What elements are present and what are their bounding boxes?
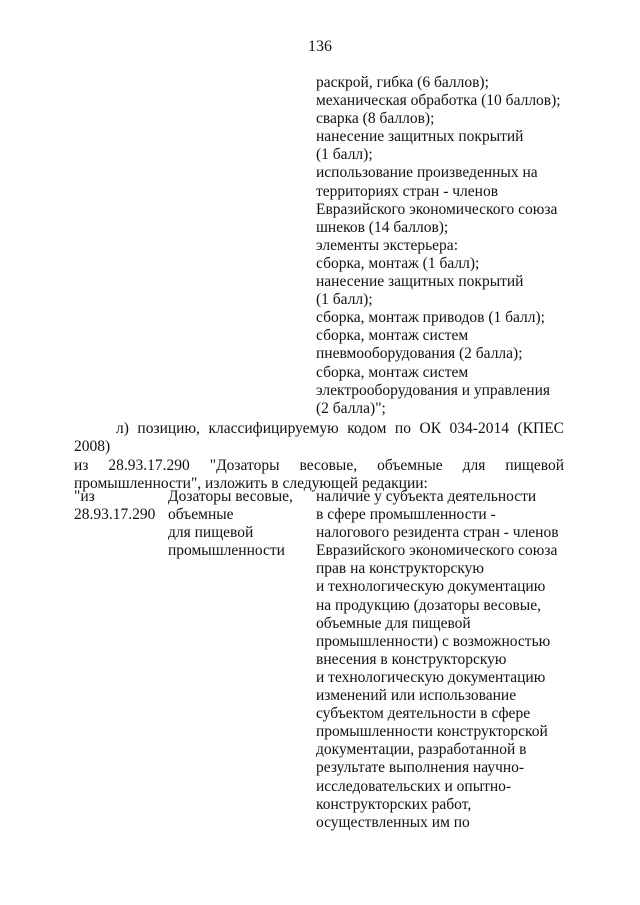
criteria-line: элементы экстерьера: <box>316 236 458 254</box>
criteria-line: сборка, монтаж (1 балл); <box>316 254 480 272</box>
requirement-line: документации, разработанной в <box>316 741 527 759</box>
criteria-line: раскрой, гибка (6 баллов); <box>316 74 489 91</box>
criteria-line: нанесение защитных покрытий <box>316 128 524 146</box>
criteria-line: (2 балла)"; <box>316 399 386 417</box>
criteria-line: сборка, монтаж систем <box>316 327 469 345</box>
criteria-line: (1 балл); <box>316 291 373 309</box>
requirement-line: на продукцию (дозаторы весовые, <box>316 596 541 614</box>
requirement-line: промышленности) с возможностью <box>316 632 551 650</box>
requirement-line: и технологическую документацию <box>316 668 546 686</box>
name-line: Дозаторы весовые, <box>168 488 293 505</box>
criteria-line: сварка (8 баллов); <box>316 110 435 128</box>
name-line: для пищевой <box>168 524 254 542</box>
requirement-line: налогового резидента стран - членов <box>316 524 559 542</box>
paragraph-line: из 28.93.17.290 "Дозаторы весовые, объемные для пищевой <box>74 456 564 474</box>
requirement-line: исследовательских и опытно- <box>316 777 512 795</box>
amendment-paragraph <box>74 420 564 493</box>
paragraph-line: л) позицию, классифицируемую кодом по ОК 034-2014 (КПЕС 2008) <box>74 420 564 456</box>
name-line: промышленности <box>168 542 285 560</box>
name-line: объемные <box>168 506 234 524</box>
requirement-line: изменений или использование <box>316 687 517 705</box>
code-line: "из <box>74 488 95 505</box>
criteria-line: пневмооборудования (2 балла); <box>316 345 523 363</box>
requirement-line: прав на конструкторскую <box>316 560 485 578</box>
criteria-line: сборка, монтаж приводов (1 балл); <box>316 309 545 327</box>
table-code-cell <box>74 488 164 524</box>
criteria-list-continued <box>316 74 616 418</box>
requirement-line: наличие у субъекта деятельности <box>316 488 537 505</box>
requirement-line: в сфере промышленности - <box>316 506 496 524</box>
requirement-line: и технологическую документацию <box>316 578 546 596</box>
criteria-line: (1 балл); <box>316 146 373 164</box>
requirement-line: объемные для пищевой <box>316 614 471 632</box>
requirement-line: осуществленных им по <box>316 813 470 831</box>
criteria-line: Евразийского экономического союза <box>316 200 558 218</box>
table-requirement-cell <box>316 488 586 832</box>
paragraph-line: промышленности", изложить в следующей редакции: <box>74 474 428 492</box>
requirement-line: конструкторских работ, <box>316 795 472 813</box>
criteria-line: использование произведенных на <box>316 164 538 182</box>
requirement-line: внесения в конструкторскую <box>316 650 507 668</box>
criteria-line: шнеков (14 баллов); <box>316 218 449 236</box>
table-name-cell <box>168 488 308 560</box>
requirement-line: результате выполнения научно- <box>316 759 525 777</box>
criteria-line: территориях стран - членов <box>316 182 499 200</box>
page-number: 136 <box>308 38 332 55</box>
requirement-line: Евразийского экономического союза <box>316 542 558 560</box>
criteria-line: сборка, монтаж систем <box>316 363 469 381</box>
requirement-line: субъектом деятельности в сфере <box>316 705 531 723</box>
requirement-line: промышленности конструкторской <box>316 723 548 741</box>
criteria-line: механическая обработка (10 баллов); <box>316 92 561 110</box>
criteria-line: нанесение защитных покрытий <box>316 273 524 291</box>
criteria-line: электрооборудования и управления <box>316 381 550 399</box>
code-line: 28.93.17.290 <box>74 506 156 524</box>
